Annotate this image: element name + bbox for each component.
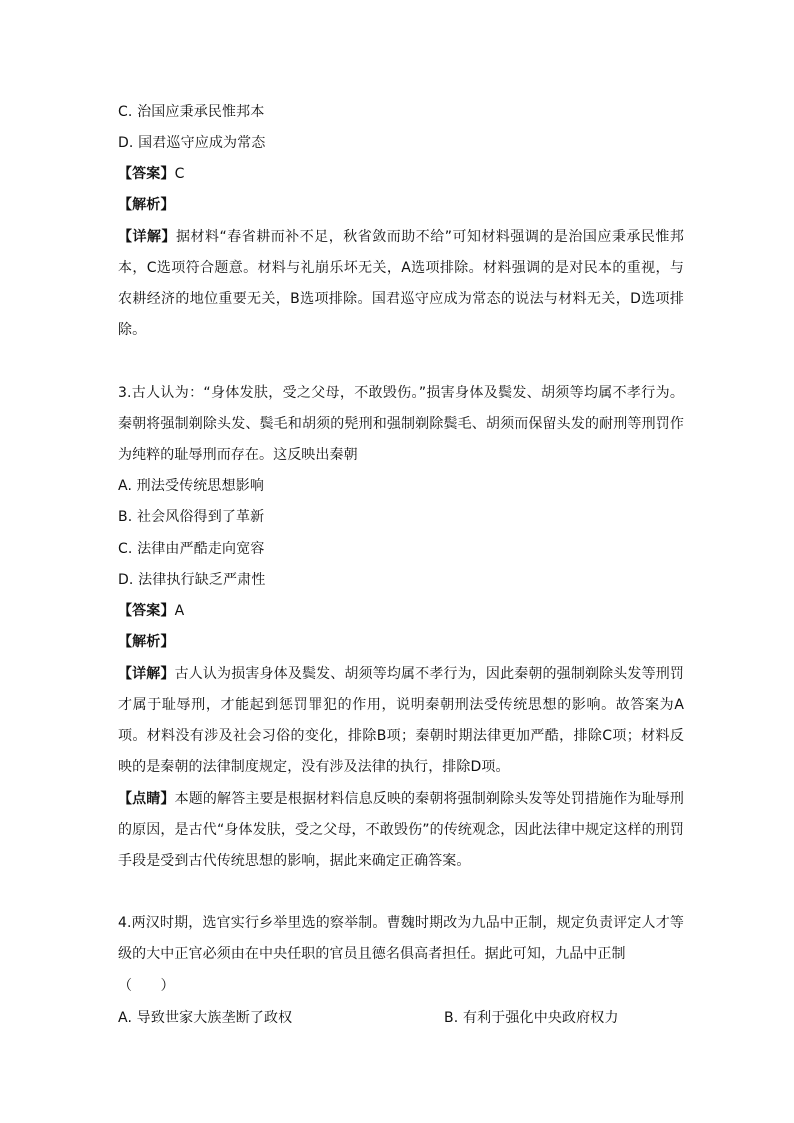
q4-option-a: A. 导致世家大族垄断了政权	[118, 1010, 293, 1026]
answer-label: 【答案】	[118, 603, 175, 619]
q3-option-c: C. 法律由严酷走向宽容	[118, 541, 265, 557]
q2-analysis-label: 【解析】	[118, 197, 175, 213]
q4-answer-paren: （ ）	[118, 978, 175, 994]
detail-label: 【详解】	[118, 229, 176, 245]
answer-label: 【答案】	[118, 166, 175, 182]
detail-text: 据材料“春省耕而补不足，秋省敛而助不给”可知材料强调的是治国应秉承民惟邦本，C选项符合题意。材料与礼崩乐坏无关，A选项排除。材料强调的是对民本的重视，与农耕经济的地位重要无关，B选项排除。国君巡守应成为常态的说法与材料无关，D选项排除。	[118, 229, 684, 338]
q4-option-b: B. 有利于强化中央政府权力	[444, 1010, 619, 1026]
answer-value: C	[174, 166, 185, 182]
q3-analysis-label: 【解析】	[118, 634, 175, 650]
q3-option-a: A. 刑法受传统思想影响	[118, 478, 265, 494]
q2-option-d: D. 国君巡守应成为常态	[118, 135, 266, 151]
detail-text: 古人认为损害身体及鬓发、胡须等均属不孝行为，因此秦朝的强制剃除头发等刑罚才属于耻辱刑，才能起到惩罚罪犯的作用，说明秦朝刑法受传统思想的影响。故答案为A项。材料没有涉及社会习俗的变化，排除B项；秦朝时期法律更加严酷，排除C项；材料反映的是秦朝的法律制度规定，没有涉及法律的执行，排除D项。	[118, 666, 684, 775]
q4-stem: 4.两汉时期，选官实行乡举里选的察举制。曹魏时期改为九品中正制，规定负责评定人才等级的大中正官必须由在中央任职的官员且德名俱高者担任。据此可知，九品中正制	[118, 915, 684, 962]
comment-text: 本题的解答主要是根据材料信息反映的秦朝将强制剃除头发等处罚措施作为耻辱刑的原因，是古代“身体发肤，受之父母，不敢毁伤”的传统观念，因此法律中规定这样的刑罚手段是受到古代传统思想的影响，据此来确定正确答案。	[118, 791, 684, 869]
q3-option-b: B. 社会风俗得到了革新	[118, 509, 265, 525]
comment-label: 【点睛】	[118, 791, 175, 807]
q3-answer	[118, 602, 184, 620]
answer-value: A	[174, 603, 185, 619]
q3-detail-paragraph	[118, 659, 684, 783]
q2-detail-paragraph	[118, 222, 684, 346]
detail-label: 【详解】	[118, 666, 175, 682]
q2-option-c: C. 治国应秉承民惟邦本	[118, 104, 265, 120]
q3-stem: 3.古人认为：“身体发肤，受之父母，不敢毁伤。”损害身体及鬓发、胡须等均属不孝行为。秦朝将强制剃除头发、鬓毛和胡须的髡刑和强制剃除鬓毛、胡须而保留头发的耐刑等刑罚作为纯粹的耻辱刑而存在。这反映出秦朝	[118, 385, 684, 463]
q3-comment-paragraph	[118, 784, 684, 877]
q3-option-d: D. 法律执行缺乏严肃性	[118, 572, 266, 588]
q2-answer	[118, 165, 185, 183]
